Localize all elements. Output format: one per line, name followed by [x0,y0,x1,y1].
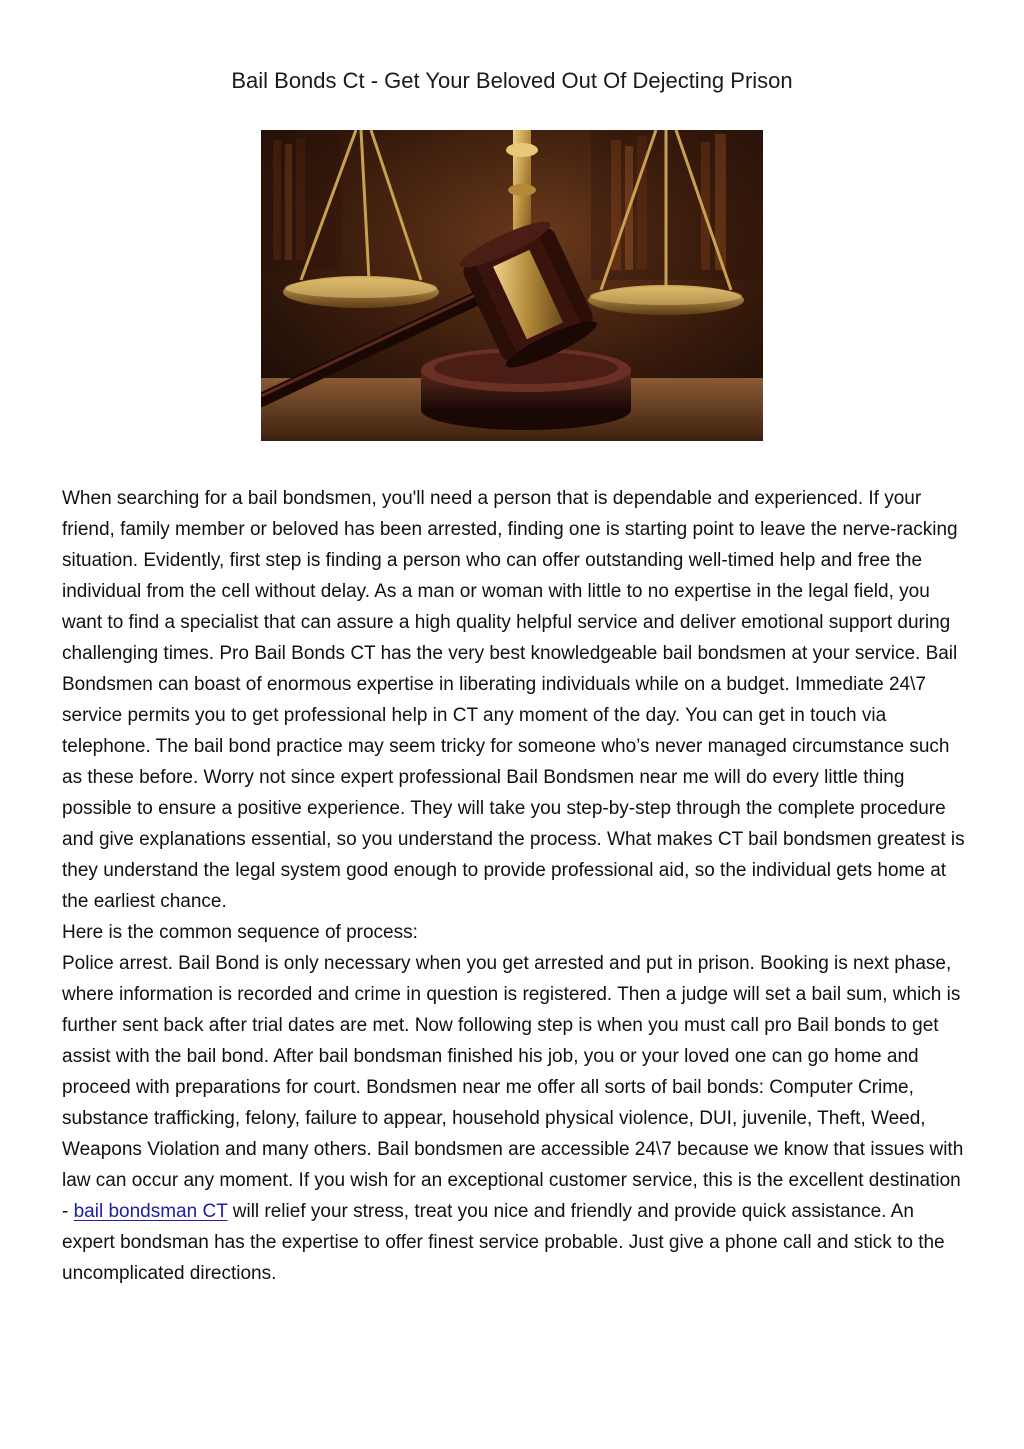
process-text-before-link: Police arrest. Bail Bond is only necessary when you get arrested and put in prison. Booking is next phase, where information is recorded and crime in question is registered. Then a judge will set a bail sum, which is further sent back after trial dates are met. Now following step is when you must call pro Bail bonds to get assist with the bail bond. After bail bondsman finished his job, you or your loved one can go home and proceed with preparations for court. Bondsmen near me offer all sorts of bail bonds: Computer Crime, substance trafficking, felony, failure to appear, household physical violence, DUI, juvenile, Theft, Weed, Weapons Violation and many others. Bail bondsmen are accessible 24\7 because we know that issues with law can occur any moment. If you wish for an exceptional customer service, this is the excellent destination - [62,953,964,1222]
sequence-heading: Here is the common sequence of process: [62,922,418,943]
process-paragraph [62,948,968,1289]
intro-paragraph: When searching for a bail bondsmen, you'll need a person that is dependable and experienced. If your friend, family member or beloved has been arrested, finding one is starting point to leave the nerve-racking situation. Evidently, first step is finding a person who can offer outstanding well-timed help and free the individual from the cell without delay. As a man or woman with little to no expertise in the legal field, you want to find a specialist that can assure a high quality helpful service and deliver emotional support during challenging times. Pro Bail Bonds CT has the very best knowledgeable bail bondsmen at your service. Bail Bondsmen can boast of enormous expertise in liberating individuals while on a budget. Immediate 24\7 service permits you to get professional help in CT any moment of the day. You can get in touch via telephone. The bail bond practice may seem tricky for someone who’s never managed circumstance such as these before. Worry not since expert professional Bail Bondsmen near me will do every little thing possible to ensure a positive experience. They will take you step-by-step through the complete procedure and give explanations essential, so you understand the process. What makes CT bail bondsmen greatest is they understand the legal system good enough to provide professional aid, so the individual gets home at the earliest chance. [62,488,965,912]
hero-image [261,130,763,441]
bail-bondsman-ct-link[interactable]: bail bondsman CT [73,1201,228,1222]
page-title: Bail Bonds Ct - Get Your Beloved Out Of Dejecting Prison [231,68,793,93]
article-body [62,483,968,1289]
process-text-after-link: will relief your stress, treat you nice and friendly and provide quick assistance. An expert bondsman has the expertise to offer finest service probable. Just give a phone call and stick to the uncomplicated directions. [62,1201,945,1284]
gavel-and-scales-photo-icon [261,130,763,441]
